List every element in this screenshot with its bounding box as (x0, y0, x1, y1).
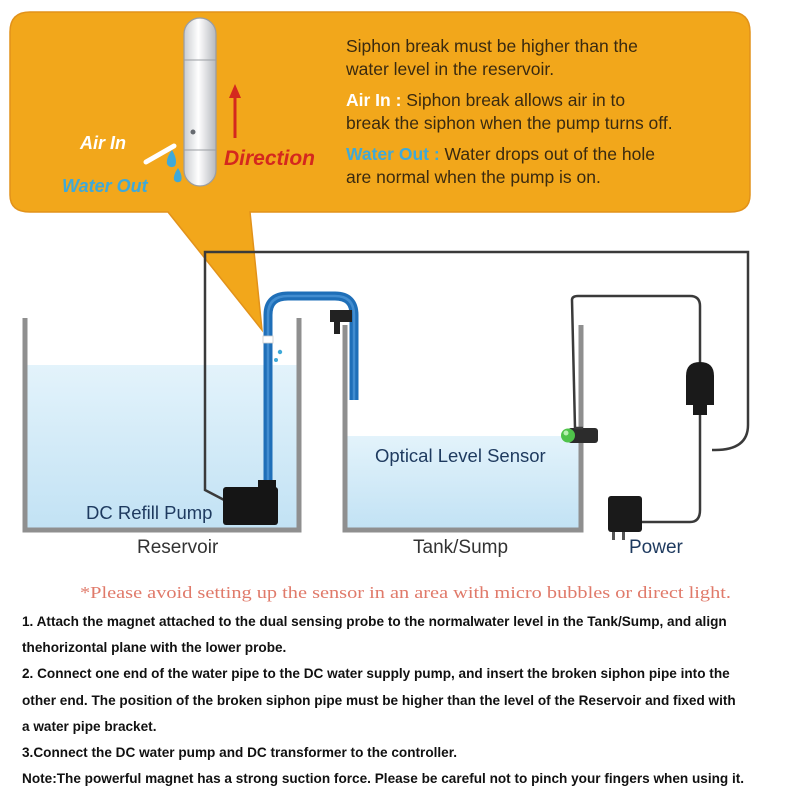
water-out-description: Water drops out of the hole (439, 144, 655, 164)
callout-line-4: break the siphon when the pump turns off. (346, 113, 673, 133)
sensor-to-controller-cable (572, 296, 700, 428)
warning-note: *Please avoid setting up the sensor in an area with micro bubbles or direct light. (80, 583, 731, 602)
label-optical-level-sensor: Optical Level Sensor (375, 445, 546, 466)
air-hole (191, 130, 196, 135)
instruction-line: 3.Connect the DC water pump and DC transformer to the controller. (22, 745, 458, 761)
siphon-break-tube (184, 18, 216, 186)
instruction-line: 2. Connect one end of the water pipe to the DC water supply pump, and insert the broken siphon pipe into the (22, 666, 730, 682)
callout-water-out-line (346, 144, 655, 164)
direction-tag: Direction (224, 147, 316, 170)
instruction-line: Note:The powerful magnet has a strong suction force. Please be careful not to pinch your fingers when using it. (22, 771, 745, 787)
pipe-bracket (330, 310, 352, 334)
instruction-line: 1. Attach the magnet attached to the dual sensing probe to the normalwater level in the Tank/Sump, and align (22, 614, 727, 629)
controller-unit (686, 362, 714, 415)
dc-refill-pump (223, 487, 278, 525)
air-in-description: Siphon break allows air in to (401, 90, 626, 110)
callout-air-in-line (346, 90, 625, 110)
callout-line-1: Siphon break must be higher than the (346, 36, 638, 56)
setup-instructions (22, 609, 797, 792)
instruction-line: thehorizontal plane with the lower probe. (22, 640, 287, 656)
siphon-break-hole (263, 336, 273, 343)
instruction-line: a water pipe bracket. (22, 718, 157, 734)
optical-level-sensor (561, 428, 598, 443)
label-power: Power (629, 537, 683, 558)
label-reservoir: Reservoir (137, 537, 219, 558)
instruction-line: other end. The position of the broken siphon pipe must be higher than the level of the Reservoir and fixed with (22, 692, 736, 708)
label-dc-refill-pump: DC Refill Pump (86, 502, 213, 523)
tank-sump (345, 325, 581, 530)
water-out-tag: Water Out (62, 176, 148, 196)
callout-line-2: water level in the reservoir. (346, 59, 555, 79)
water-out-highlight: Water Out : (346, 144, 440, 164)
power-cable (642, 415, 700, 522)
air-in-tag: Air In (80, 133, 127, 153)
power-adapter (608, 496, 642, 540)
callout-line-6: are normal when the pump is on. (346, 167, 601, 187)
air-in-highlight: Air In : (346, 90, 402, 110)
water-drop-icon (274, 358, 278, 362)
water-drop-icon (278, 350, 282, 354)
label-tank-sump: Tank/Sump (413, 537, 509, 558)
